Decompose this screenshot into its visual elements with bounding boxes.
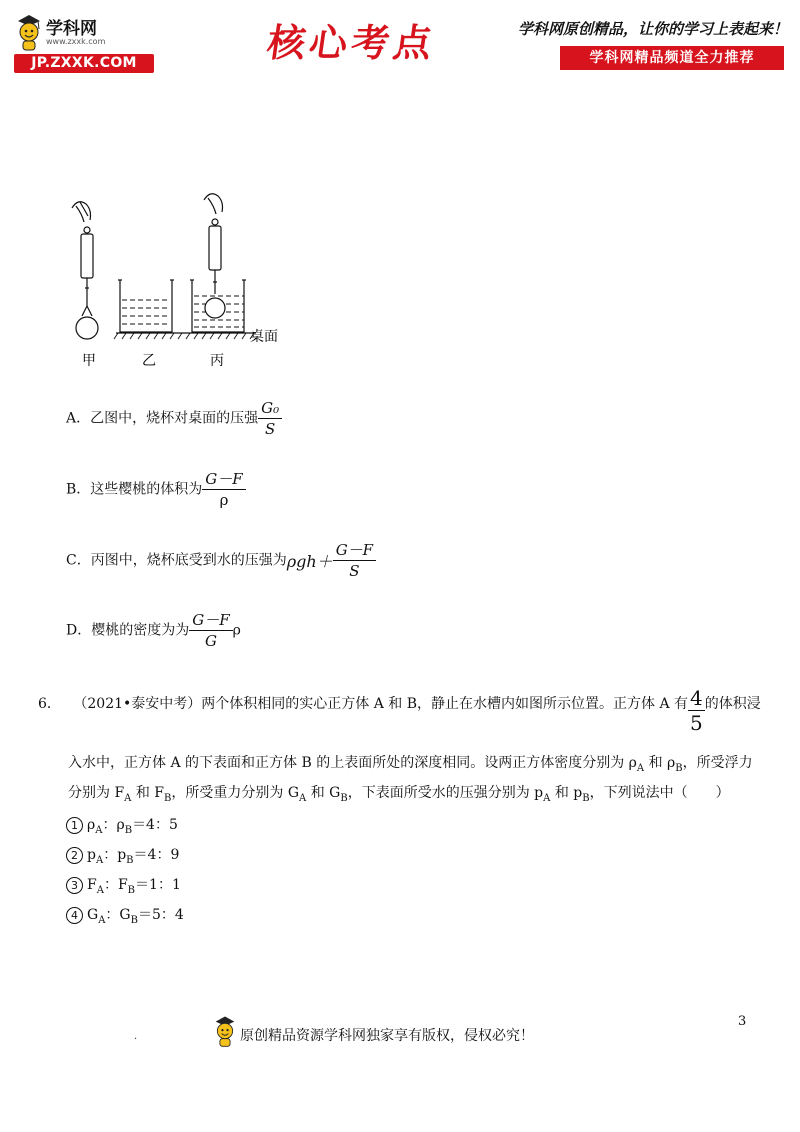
q6-l3-sub-4: B bbox=[340, 792, 348, 804]
statement-1-sub-b: B bbox=[124, 824, 133, 836]
q6-l2-c: ，所受浮力 bbox=[682, 755, 753, 771]
q6-l3-a: 分别为 F bbox=[68, 785, 125, 801]
statement-2-sym-b: p bbox=[117, 847, 127, 863]
statement-2-sub-b: B bbox=[126, 854, 134, 866]
q6-l3-b: 和 F bbox=[131, 785, 165, 801]
logo-text: 学科网 bbox=[46, 19, 97, 39]
option-d-fraction bbox=[189, 610, 232, 651]
statement-4-sym-a: G bbox=[87, 907, 99, 923]
option-b-den: ρ bbox=[219, 491, 229, 509]
option-a-num: G₀ bbox=[258, 398, 282, 419]
statement-1-sub-a: A bbox=[95, 824, 103, 836]
q6-l3-sub-2: B bbox=[164, 792, 172, 804]
statement-1-colon: ： bbox=[102, 817, 117, 833]
option-b bbox=[66, 469, 246, 510]
statement-2-colon: ： bbox=[103, 847, 118, 863]
q6-l3-d: 和 G bbox=[306, 785, 341, 801]
experiment-figure bbox=[60, 190, 310, 375]
statement-2-sub-a: A bbox=[95, 854, 104, 866]
q6-l2-b: 和 ρ bbox=[644, 755, 676, 771]
q6-l3-f: 和 p bbox=[550, 785, 583, 801]
circled-number-3: 3 bbox=[66, 877, 83, 894]
option-c bbox=[66, 540, 376, 581]
option-c-den: S bbox=[349, 562, 360, 580]
q6-l2-sub-b: B bbox=[675, 762, 683, 774]
statement-3 bbox=[66, 874, 786, 896]
label-bing: 丙 bbox=[210, 353, 224, 369]
q6-l2-sub-a: A bbox=[636, 762, 645, 774]
header-banner: 学科网精品频道全力推荐 bbox=[560, 46, 784, 70]
label-yi: 乙 bbox=[142, 353, 156, 369]
option-a-den: S bbox=[264, 420, 276, 438]
statement-1-ratio: ＝4：5 bbox=[132, 817, 178, 833]
logo-url-badge: JP.ZXXK.COM bbox=[14, 54, 154, 73]
statement-4-sub-b: B bbox=[130, 914, 138, 926]
statement-2-sym-a: p bbox=[87, 847, 96, 863]
question-6-text-1b: 的体积浸 bbox=[704, 696, 761, 712]
statement-3-sub-a: A bbox=[96, 884, 104, 896]
statement-1-sym-a: ρ bbox=[87, 817, 96, 833]
header-title: 核心考点 bbox=[264, 20, 439, 65]
option-d bbox=[66, 610, 241, 651]
question-6-text-1a: （2021•泰安中考）两个体积相同的实心正方体 A 和 B，静止在水槽内如图所示位置。正方体 A 有 bbox=[73, 696, 689, 712]
label-table: 桌面 bbox=[250, 329, 278, 345]
statement-1 bbox=[66, 814, 786, 836]
statement-4-sub-a: A bbox=[98, 914, 106, 926]
statement-3-ratio: ＝1：1 bbox=[135, 877, 181, 893]
circled-number-2: 2 bbox=[66, 847, 83, 864]
beaker-yi bbox=[118, 280, 174, 332]
statement-4-sym-b: G bbox=[119, 907, 131, 923]
statement-4-colon: ： bbox=[105, 907, 120, 923]
option-c-text: C．丙图中，烧杯底受到水的压强为 bbox=[66, 552, 287, 569]
option-b-text: B．这些樱桃的体积为 bbox=[66, 481, 203, 498]
question-6-number: 6． bbox=[38, 696, 61, 712]
footer-mascot-icon bbox=[212, 1014, 238, 1048]
statement-2-ratio: ＝4：9 bbox=[133, 847, 180, 863]
header-slogan: 学科网原创精品，让你的学习上表起来！ bbox=[518, 20, 789, 38]
option-b-num: G－F bbox=[202, 469, 245, 490]
statement-2 bbox=[66, 844, 786, 866]
q6-l3-e: ，下表面所受水的压强分别为 p bbox=[347, 785, 544, 801]
statement-3-sym-a: F bbox=[87, 877, 97, 893]
mascot-logo-icon bbox=[14, 12, 44, 52]
footer-dot: . bbox=[134, 1031, 138, 1042]
statement-3-colon: ： bbox=[103, 877, 118, 893]
option-d-num: G－F bbox=[189, 610, 232, 631]
option-b-fraction bbox=[202, 469, 245, 510]
option-d-text: D．樱桃的密度为为 bbox=[66, 622, 190, 639]
question-6-line-1 bbox=[38, 686, 761, 735]
option-a bbox=[66, 398, 282, 439]
question-6-line-3 bbox=[68, 782, 788, 804]
label-jia: 甲 bbox=[82, 353, 96, 369]
circled-number-1: 1 bbox=[66, 817, 83, 834]
q6-l2-a: 入水中，正方体 A 的下表面和正方体 B 的上表面所处的深度相同。设两正方体密度分别为 ρ bbox=[68, 755, 637, 771]
spring-scale-bing bbox=[190, 194, 246, 332]
option-d-suffix: ρ bbox=[232, 622, 241, 639]
q6-l3-g: ，下列说法中（ ） bbox=[589, 785, 730, 801]
q6-l3-sub-3: A bbox=[299, 792, 307, 804]
statement-3-sub-b: B bbox=[127, 884, 136, 896]
fraction-numerator: 4 bbox=[690, 686, 703, 710]
q6-l3-sub-6: B bbox=[582, 792, 590, 804]
footer-copyright: 原创精品资源学科网独家享有版权，侵权必究！ bbox=[240, 1028, 534, 1044]
option-c-lead: ρgh＋ bbox=[286, 552, 333, 571]
question-6-line-2 bbox=[68, 752, 788, 774]
table-surface bbox=[114, 333, 256, 339]
option-d-den: G bbox=[204, 632, 217, 650]
page-number: 3 bbox=[738, 1014, 747, 1029]
circled-number-4: 4 bbox=[66, 907, 83, 924]
statement-1-sym-b: ρ bbox=[116, 817, 125, 833]
statement-4 bbox=[66, 904, 786, 926]
q6-l3-sub-1: A bbox=[124, 792, 132, 804]
option-a-fraction bbox=[258, 398, 282, 439]
logo-subtext: www.zxxk.com bbox=[46, 37, 106, 46]
option-a-text: A．乙图中，烧杯对桌面的压强 bbox=[66, 410, 259, 427]
q6-l3-c: ，所受重力分别为 G bbox=[171, 785, 300, 801]
option-c-fraction bbox=[333, 540, 376, 581]
fraction-denominator: 5 bbox=[690, 711, 703, 735]
question-6-fraction bbox=[688, 686, 705, 735]
option-c-num: G－F bbox=[333, 540, 376, 561]
statement-3-sym-b: F bbox=[117, 877, 128, 893]
spring-scale-jia bbox=[72, 202, 98, 339]
q6-l3-sub-5: A bbox=[543, 792, 551, 804]
statement-4-ratio: ＝5：4 bbox=[137, 907, 184, 923]
